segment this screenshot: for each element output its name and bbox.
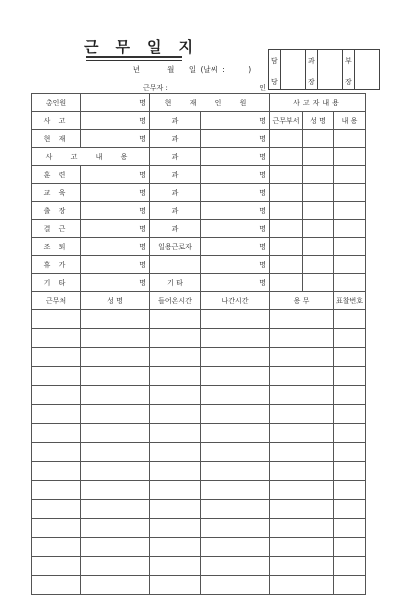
date-day-weather-label: 일 (날씨 :	[188, 65, 225, 74]
header-approved: 총인원	[32, 94, 81, 112]
log-cell[interactable]	[150, 443, 201, 462]
log-cell[interactable]	[81, 348, 150, 367]
log-cell[interactable]	[201, 329, 270, 348]
log-cell[interactable]	[32, 329, 81, 348]
incident-cell[interactable]	[270, 238, 303, 256]
page-title: 근무일지	[84, 38, 210, 56]
log-cell[interactable]	[150, 348, 201, 367]
log-cell[interactable]	[81, 329, 150, 348]
incident-cell[interactable]	[270, 202, 303, 220]
summary-row-label: 출 장	[32, 202, 81, 220]
summary-row	[32, 220, 366, 238]
log-row	[32, 481, 366, 500]
log-header-cell: 들어온시간	[150, 292, 201, 310]
incident-cell[interactable]	[334, 220, 366, 238]
incident-col-header: 내 용	[334, 112, 366, 130]
summary-row	[32, 112, 366, 130]
log-cell[interactable]	[334, 462, 366, 481]
approval-box	[268, 49, 380, 90]
log-cell[interactable]	[270, 443, 334, 462]
log-cell[interactable]	[270, 519, 334, 538]
summary-row	[32, 148, 366, 166]
log-cell[interactable]	[201, 386, 270, 405]
incident-cell[interactable]	[303, 256, 334, 274]
log-cell[interactable]	[201, 405, 270, 424]
log-cell[interactable]	[334, 329, 366, 348]
log-cell[interactable]	[334, 424, 366, 443]
summary-dept-count[interactable]: 명	[201, 220, 270, 238]
approval-label-manager: 과 장	[306, 50, 318, 90]
incident-cell[interactable]	[303, 148, 334, 166]
log-cell[interactable]	[150, 405, 201, 424]
summary-row	[32, 202, 366, 220]
summary-dept-count[interactable]: 명	[201, 112, 270, 130]
incident-cell[interactable]	[334, 256, 366, 274]
approval-sign-staff[interactable]	[281, 50, 306, 90]
log-cell[interactable]	[150, 576, 201, 595]
log-cell[interactable]	[32, 462, 81, 481]
worker-label: 근무자 :	[143, 84, 168, 92]
log-cell[interactable]	[150, 386, 201, 405]
log-cell[interactable]	[81, 386, 150, 405]
incident-cell[interactable]	[334, 184, 366, 202]
header-incident: 사고자내용	[270, 94, 366, 112]
log-cell[interactable]	[270, 310, 334, 329]
summary-dept-label: 과	[150, 112, 201, 130]
log-cell[interactable]	[201, 500, 270, 519]
log-cell[interactable]	[150, 329, 201, 348]
log-cell[interactable]	[81, 424, 150, 443]
log-row	[32, 443, 366, 462]
log-cell[interactable]	[32, 500, 81, 519]
summary-row-label: 휴 가	[32, 256, 81, 274]
log-cell[interactable]	[81, 462, 150, 481]
summary-dept-count[interactable]: 명	[201, 148, 270, 166]
work-log-table	[31, 93, 366, 595]
log-cell[interactable]	[270, 576, 334, 595]
log-cell[interactable]	[32, 405, 81, 424]
summary-dept-count[interactable]: 명	[201, 274, 270, 292]
log-cell[interactable]	[32, 519, 81, 538]
log-cell[interactable]	[81, 443, 150, 462]
log-cell[interactable]	[270, 367, 334, 386]
incident-cell[interactable]	[270, 274, 303, 292]
summary-row	[32, 256, 366, 274]
summary-row-count[interactable]: 명	[81, 256, 150, 274]
incident-cell[interactable]	[303, 184, 334, 202]
log-cell[interactable]	[201, 576, 270, 595]
log-cell[interactable]	[334, 443, 366, 462]
log-cell[interactable]	[334, 519, 366, 538]
log-cell[interactable]	[32, 538, 81, 557]
log-cell[interactable]	[81, 481, 150, 500]
summary-dept-count[interactable]: 명	[201, 256, 270, 274]
summary-row-label: 교 육	[32, 184, 81, 202]
title-underline	[86, 56, 182, 61]
summary-row-label: 기 타	[32, 274, 81, 292]
log-cell[interactable]	[81, 576, 150, 595]
log-cell[interactable]	[201, 519, 270, 538]
incident-cell[interactable]	[303, 202, 334, 220]
log-cell[interactable]	[270, 386, 334, 405]
approval-sign-manager[interactable]	[318, 50, 343, 90]
log-cell[interactable]	[32, 424, 81, 443]
log-row	[32, 557, 366, 576]
incident-cell[interactable]	[303, 220, 334, 238]
log-cell[interactable]	[334, 481, 366, 500]
log-row	[32, 576, 366, 595]
log-cell[interactable]	[334, 500, 366, 519]
log-cell[interactable]	[32, 557, 81, 576]
summary-row-count[interactable]: 명	[81, 112, 150, 130]
log-cell[interactable]	[150, 310, 201, 329]
summary-header-row	[32, 94, 366, 112]
log-cell[interactable]	[201, 443, 270, 462]
log-cell[interactable]	[81, 500, 150, 519]
log-row	[32, 424, 366, 443]
incident-cell[interactable]	[334, 130, 366, 148]
log-cell[interactable]	[150, 538, 201, 557]
summary-row-label: 사 고	[32, 112, 81, 130]
log-row	[32, 538, 366, 557]
log-cell[interactable]	[270, 348, 334, 367]
summary-dept-count[interactable]: 명	[201, 166, 270, 184]
log-cell[interactable]	[81, 310, 150, 329]
log-row	[32, 405, 366, 424]
incident-cell[interactable]	[303, 274, 334, 292]
log-cell[interactable]	[270, 538, 334, 557]
log-row	[32, 386, 366, 405]
log-cell[interactable]	[150, 500, 201, 519]
summary-row	[32, 184, 366, 202]
log-cell[interactable]	[270, 405, 334, 424]
summary-row-count[interactable]: 명	[81, 220, 150, 238]
summary-dept-count[interactable]: 명	[201, 238, 270, 256]
incident-cell[interactable]	[270, 256, 303, 274]
incident-cell[interactable]	[334, 148, 366, 166]
incident-cell[interactable]	[334, 166, 366, 184]
log-cell[interactable]	[201, 481, 270, 500]
log-row	[32, 329, 366, 348]
log-header-cell: 근무처	[32, 292, 81, 310]
log-row	[32, 462, 366, 481]
log-row	[32, 500, 366, 519]
log-cell[interactable]	[334, 348, 366, 367]
summary-row	[32, 274, 366, 292]
summary-row-label: 조 퇴	[32, 238, 81, 256]
log-cell[interactable]	[32, 310, 81, 329]
seal-label: 인	[259, 84, 266, 92]
summary-row-count[interactable]: 명	[81, 202, 150, 220]
approval-label-staff: 담 당	[269, 50, 281, 90]
incident-cell[interactable]	[303, 166, 334, 184]
date-weather-line	[100, 64, 251, 75]
summary-row-count[interactable]: 명	[81, 238, 150, 256]
log-cell[interactable]	[270, 329, 334, 348]
summary-dept-label: 과	[150, 130, 201, 148]
log-cell[interactable]	[270, 424, 334, 443]
log-cell[interactable]	[150, 424, 201, 443]
incident-cell[interactable]	[303, 238, 334, 256]
log-header-cell: 표찰번호	[334, 292, 366, 310]
approved-count[interactable]: 명	[81, 94, 150, 112]
log-cell[interactable]	[32, 367, 81, 386]
log-row	[32, 367, 366, 386]
log-row	[32, 348, 366, 367]
log-cell[interactable]	[334, 557, 366, 576]
worker-line	[143, 83, 266, 93]
summary-row	[32, 130, 366, 148]
log-row	[32, 310, 366, 329]
summary-dept-label: 과	[150, 202, 201, 220]
log-cell[interactable]	[334, 405, 366, 424]
summary-row-label: 현 재	[32, 130, 81, 148]
log-header-row	[32, 292, 366, 310]
log-header-cell: 나간시간	[201, 292, 270, 310]
log-cell[interactable]	[334, 367, 366, 386]
summary-dept-label	[150, 256, 201, 274]
log-cell[interactable]	[32, 576, 81, 595]
incident-cell[interactable]	[334, 274, 366, 292]
summary-dept-label: 기 타	[150, 274, 201, 292]
log-cell[interactable]	[150, 367, 201, 386]
log-cell[interactable]	[201, 538, 270, 557]
log-cell[interactable]	[81, 405, 150, 424]
log-cell[interactable]	[270, 557, 334, 576]
log-cell[interactable]	[270, 481, 334, 500]
log-cell[interactable]	[334, 538, 366, 557]
log-cell[interactable]	[201, 367, 270, 386]
log-cell[interactable]	[334, 310, 366, 329]
incident-cell[interactable]	[270, 166, 303, 184]
log-cell[interactable]	[32, 481, 81, 500]
summary-row-label: 사 고 내 용	[32, 148, 150, 166]
incident-cell[interactable]	[303, 130, 334, 148]
log-cell[interactable]	[81, 557, 150, 576]
summary-row-count[interactable]: 명	[81, 184, 150, 202]
log-cell[interactable]	[150, 462, 201, 481]
log-header-cell: 용 무	[270, 292, 334, 310]
summary-row-count[interactable]: 명	[81, 130, 150, 148]
header-current: 현 재 인 원	[150, 94, 270, 112]
log-cell[interactable]	[32, 348, 81, 367]
incident-col-header: 근무부서	[270, 112, 303, 130]
log-cell[interactable]	[150, 519, 201, 538]
log-cell[interactable]	[150, 557, 201, 576]
log-cell[interactable]	[150, 481, 201, 500]
log-cell[interactable]	[201, 310, 270, 329]
summary-row-count[interactable]: 명	[81, 166, 150, 184]
incident-cell[interactable]	[270, 184, 303, 202]
log-cell[interactable]	[201, 462, 270, 481]
incident-cell[interactable]	[270, 220, 303, 238]
log-cell[interactable]	[334, 576, 366, 595]
summary-row	[32, 238, 366, 256]
date-year-label: 년	[132, 65, 140, 74]
summary-row	[32, 166, 366, 184]
summary-row-label: 훈 련	[32, 166, 81, 184]
incident-cell[interactable]	[334, 238, 366, 256]
log-cell[interactable]	[270, 500, 334, 519]
summary-dept-count[interactable]: 명	[201, 184, 270, 202]
summary-dept-label: 과	[150, 166, 201, 184]
log-row	[32, 519, 366, 538]
incident-col-header: 성 명	[303, 112, 334, 130]
summary-dept-label: 과	[150, 184, 201, 202]
log-cell[interactable]	[201, 557, 270, 576]
summary-row-label: 결 근	[32, 220, 81, 238]
summary-dept-label: 일용근로자	[150, 238, 201, 256]
incident-cell[interactable]	[270, 130, 303, 148]
approval-label-director: 부 장	[343, 50, 355, 90]
log-cell[interactable]	[201, 348, 270, 367]
approval-sign-director[interactable]	[355, 50, 380, 90]
log-cell[interactable]	[81, 519, 150, 538]
summary-dept-label: 과	[150, 220, 201, 238]
log-cell[interactable]	[270, 462, 334, 481]
log-cell[interactable]	[81, 538, 150, 557]
log-cell[interactable]	[201, 424, 270, 443]
summary-row-count[interactable]: 명	[81, 274, 150, 292]
incident-cell[interactable]	[270, 148, 303, 166]
summary-dept-label: 과	[150, 148, 201, 166]
incident-cell[interactable]	[334, 202, 366, 220]
log-cell[interactable]	[32, 443, 81, 462]
date-close-paren: )	[248, 65, 252, 74]
summary-dept-count[interactable]: 명	[201, 202, 270, 220]
log-header-cell: 성 명	[81, 292, 150, 310]
summary-dept-count[interactable]: 명	[201, 130, 270, 148]
date-month-label: 월	[167, 65, 175, 74]
log-cell[interactable]	[334, 386, 366, 405]
log-cell[interactable]	[32, 386, 81, 405]
log-cell[interactable]	[81, 367, 150, 386]
